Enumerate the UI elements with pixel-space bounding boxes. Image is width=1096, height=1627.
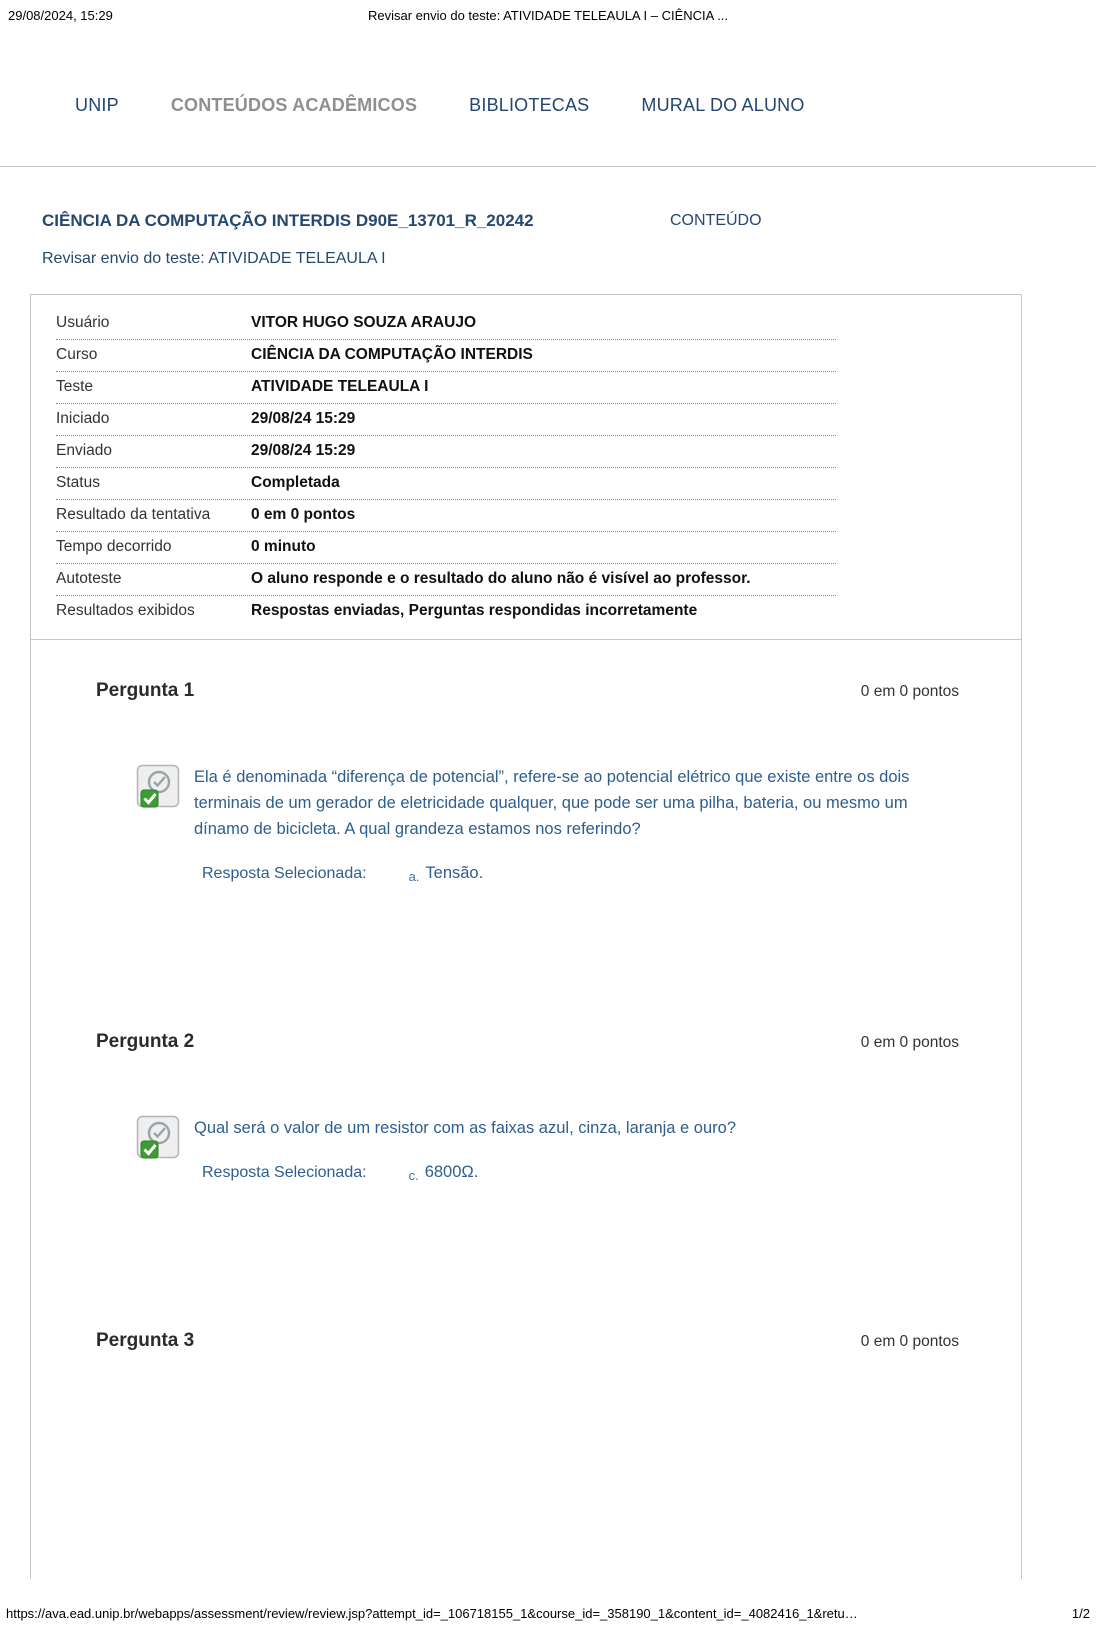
summary-row-iniciado (56, 404, 836, 436)
summary-row-status (56, 468, 836, 500)
conteudo-link[interactable]: CONTEÚDO (670, 212, 762, 229)
summary-value: 0 minuto (251, 538, 316, 555)
check-circle-with-green-badge-icon (136, 1115, 182, 1161)
summary-row-enviado (56, 436, 836, 468)
course-heading (42, 211, 1096, 235)
nav-item-bibliotecas[interactable]: BIBLIOTECAS (469, 95, 590, 115)
nav-item-unip[interactable]: UNIP (75, 95, 119, 115)
print-url: https://ava.ead.unip.br/webapps/assessment/review/review.jsp?attempt_id=_106718155_1&course_id=_358190_1&content_id=_4082416_1&retu… (6, 1606, 858, 1621)
answer-label: Resposta Selecionada: (202, 1164, 367, 1181)
question-text: Ela é denominada “diferença de potencial”, refere-se ao potencial elétrico que existe entre os dois terminais de um gerador de eletricidade qualquer, que pode ser uma pilha, bateria, ou mesmo um dínamo de bicicleta. A qual grandeza estamos nos referindo? (194, 768, 910, 838)
main-nav (0, 95, 1096, 116)
answer-letter: c. (408, 1168, 419, 1183)
check-circle-with-green-badge-icon (136, 764, 182, 810)
summary-row-autoteste (56, 564, 836, 596)
nav-item-mural-do-aluno[interactable]: MURAL DO ALUNO (641, 95, 805, 115)
summary-label: Teste (56, 378, 94, 395)
question-body (31, 1115, 1021, 1182)
course-title: CIÊNCIA DA COMPUTAÇÃO INTERDIS D90E_13701_R_20242 (42, 211, 534, 230)
question-points: 0 em 0 pontos (860, 683, 959, 700)
selected-answer-row (194, 864, 932, 883)
summary-label: Enviado (56, 442, 113, 459)
question-header (31, 680, 1021, 702)
question-points: 0 em 0 pontos (860, 1034, 959, 1051)
question-block-3 (31, 1330, 1021, 1352)
question-title: Pergunta 1 (96, 680, 195, 701)
question-status-icon (136, 764, 182, 810)
summary-value: O aluno responde e o resultado do aluno não é visível ao professor. (251, 570, 751, 587)
summary-label: Autoteste (56, 570, 122, 587)
answer-label: Resposta Selecionada: (202, 865, 367, 882)
answer-text: 6800Ω. (424, 1163, 479, 1181)
selected-answer-row (194, 1163, 736, 1182)
question-points: 0 em 0 pontos (860, 1333, 959, 1350)
summary-value: 0 em 0 pontos (251, 506, 356, 523)
test-summary-box (30, 294, 1022, 640)
nav-divider (0, 166, 1096, 167)
summary-value: 29/08/24 15:29 (251, 410, 356, 427)
summary-row-resultado (56, 500, 836, 532)
question-block-1 (31, 680, 1021, 883)
summary-value: Completada (251, 474, 340, 491)
summary-value: ATIVIDADE TELEAULA I (251, 378, 429, 395)
print-footer (0, 1606, 1096, 1621)
print-page-number: 1/2 (1071, 1606, 1090, 1621)
question-text: Qual será o valor de um resistor com as faixas azul, cinza, laranja e ouro? (194, 1119, 737, 1137)
summary-row-resultados-exibidos (56, 596, 836, 627)
summary-value: Respostas enviadas, Perguntas respondidas incorretamente (251, 602, 698, 619)
summary-row-tempo (56, 532, 836, 564)
summary-value: 29/08/24 15:29 (251, 442, 356, 459)
print-header (0, 0, 1096, 23)
question-header (31, 1330, 1021, 1352)
summary-row-usuario (56, 308, 836, 340)
summary-label: Usuário (56, 314, 110, 331)
summary-label: Iniciado (56, 410, 110, 427)
summary-value: VITOR HUGO SOUZA ARAUJO (251, 314, 477, 331)
summary-label: Resultados exibidos (56, 602, 195, 619)
answer-letter: a. (408, 869, 420, 884)
print-title: Revisar envio do teste: ATIVIDADE TELEAULA I – CIÊNCIA ... (367, 8, 729, 23)
question-content (194, 764, 932, 883)
summary-row-curso (56, 340, 836, 372)
summary-value: CIÊNCIA DA COMPUTAÇÃO INTERDIS (251, 346, 533, 363)
print-datetime: 29/08/2024, 15:29 (8, 8, 113, 23)
summary-label: Curso (56, 346, 98, 363)
page-subtitle: Revisar envio do teste: ATIVIDADE TELEAULA I (42, 250, 386, 267)
question-header (31, 1031, 1021, 1053)
question-title: Pergunta 2 (96, 1031, 195, 1052)
summary-label: Status (56, 474, 100, 491)
question-title: Pergunta 3 (96, 1330, 195, 1351)
answer-text: Tensão. (425, 864, 484, 882)
question-block-2 (31, 1031, 1021, 1182)
question-content (194, 1115, 736, 1182)
question-body (31, 764, 1021, 883)
nav-item-conteudos-academicos[interactable]: CONTEÚDOS ACADÊMICOS (170, 95, 418, 115)
summary-label: Resultado da tentativa (56, 506, 211, 523)
questions-container (30, 640, 1022, 1579)
summary-label: Tempo decorrido (56, 538, 172, 555)
summary-row-teste (56, 372, 836, 404)
logo-placeholder (0, 23, 1096, 95)
question-status-icon (136, 1115, 182, 1161)
